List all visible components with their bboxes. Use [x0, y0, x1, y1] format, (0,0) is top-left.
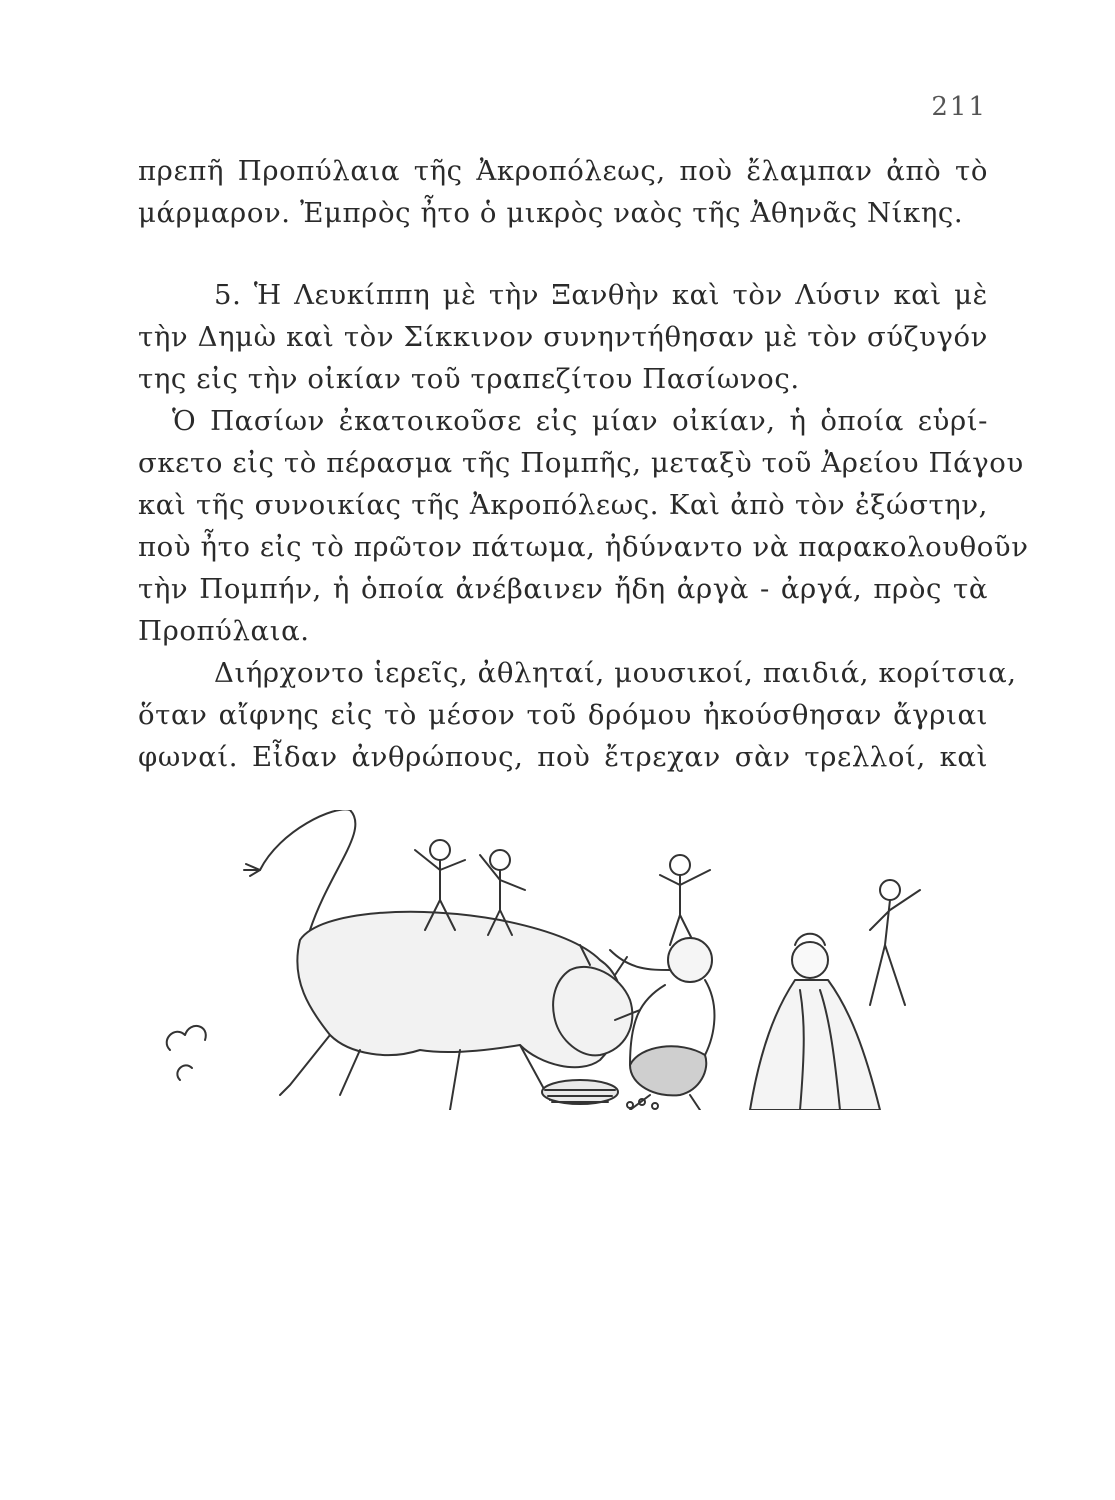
- text-line: σκετο εἰς τὸ πέρασμα τῆς Πομπῆς, μεταξὺ τοῦ Ἀρείου Πάγου: [138, 447, 1024, 479]
- page-number: 211: [931, 92, 987, 122]
- text-line: τὴν Δημὼ καὶ τὸν Σίκκινον συνηντήθησαν μὲ τὸν σύζυγόν: [138, 321, 988, 353]
- dancer-figure: [660, 855, 710, 945]
- bull-procession-illustration: [160, 810, 960, 1110]
- dancer-figure: [870, 880, 920, 1005]
- text-line: ποὺ ἦτο εἰς τὸ πρῶτον πάτωμα, ἠδύναντο νὰ παρακολουθοῦν: [138, 531, 1029, 563]
- text-line: τὴν Πομπήν, ἡ ὁποία ἀνέβαινεν ἤδη ἀργὰ - ἀργά, πρὸς τὰ: [138, 573, 988, 605]
- body-text: [138, 150, 1029, 778]
- text-line: Διήρχοντο ἱερεῖς, ἀθληταί, μουσικοί, παιδιά, κορίτσια,: [214, 657, 1017, 689]
- woman-in-robe: [750, 934, 880, 1110]
- text-line: Προπύλαια.: [138, 615, 310, 647]
- text-line: της εἰς τὴν οἰκίαν τοῦ τραπεζίτου Πασίωνος.: [138, 363, 800, 395]
- text-line: μάρμαρον. Ἐμπρὸς ἦτο ὁ μικρὸς ναὸς τῆς Ἀθηνᾶς Νίκης.: [138, 197, 964, 229]
- text-line: φωναί. Εἶδαν ἀνθρώπους, ποὺ ἔτρεχαν σὰν τρελλοί, καὶ: [138, 741, 988, 773]
- text-line: καὶ τῆς συνοικίας τῆς Ἀκροπόλεως. Καὶ ἀπὸ τὸν ἐξώστην,: [138, 489, 988, 521]
- text-line: ὅταν αἴφνης εἰς τὸ μέσον τοῦ δρόμου ἠκούσθησαν ἄγριαι: [138, 699, 988, 731]
- text-line: 5. Ἡ Λευκίππη μὲ τὴν Ξανθὴν καὶ τὸν Λύσιν καὶ μὲ: [214, 279, 988, 311]
- text-line: Ὁ Πασίων ἐκατοικοῦσε εἰς μίαν οἰκίαν, ἡ ὁποία εὑρί-: [172, 405, 988, 437]
- text-line: πρεπῆ Προπύλαια τῆς Ἀκροπόλεως, ποὺ ἔλαμπαν ἀπὸ τὸ: [138, 155, 988, 187]
- bull-tail: [260, 810, 355, 930]
